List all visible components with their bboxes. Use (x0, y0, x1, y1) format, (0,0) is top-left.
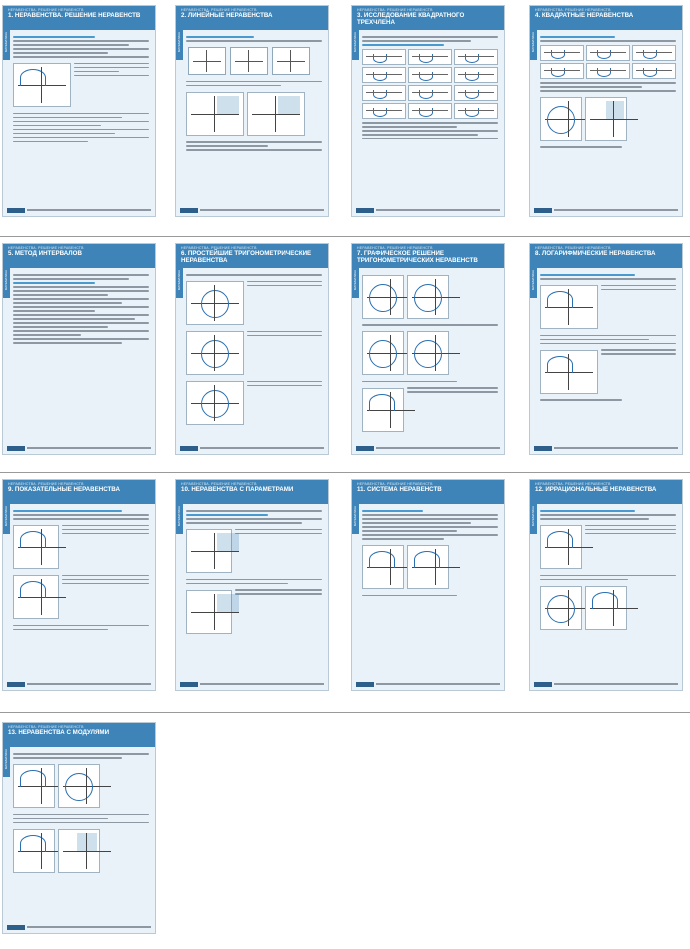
graph-illustration (230, 47, 268, 75)
graph-illustration (540, 97, 582, 141)
poster-4[interactable] (529, 5, 683, 217)
graph-illustration (13, 63, 71, 107)
poster-header (3, 480, 155, 504)
unit-circle (362, 275, 404, 319)
poster-10[interactable] (175, 479, 329, 691)
side-label: МАТЕМАТИКА (4, 506, 8, 527)
poster-header (530, 244, 682, 268)
poster-header (176, 244, 328, 268)
poster-title: 11. СИСТЕМА НЕРАВЕНСТВ (357, 486, 442, 493)
poster-footer (7, 681, 151, 687)
poster-7[interactable] (351, 243, 505, 455)
poster-content (362, 272, 498, 442)
poster-header (176, 6, 328, 30)
series-label: НЕРАВЕНСТВА. РЕШЕНИЕ НЕРАВЕНСТВ (357, 246, 433, 250)
poster-header (352, 244, 504, 268)
series-label: НЕРАВЕНСТВА. РЕШЕНИЕ НЕРАВЕНСТВ (357, 482, 433, 486)
poster-2[interactable] (175, 5, 329, 217)
poster-footer (180, 207, 324, 213)
poster-title: 2. ЛИНЕЙНЫЕ НЕРАВЕНСТВА (181, 12, 273, 19)
unit-circle (407, 275, 449, 319)
graph-illustration (272, 47, 310, 75)
poster-content (186, 272, 322, 442)
poster-title: 5. МЕТОД ИНТЕРВАЛОВ (8, 250, 82, 257)
graph-illustration (186, 92, 244, 136)
series-label: НЕРАВЕНСТВА. РЕШЕНИЕ НЕРАВЕНСТВ (8, 482, 84, 486)
side-label: МАТЕМАТИКА (531, 270, 535, 291)
poster-content (540, 272, 676, 442)
poster-title: 3. ИССЛЕДОВАНИЕ КВАДРАТНОГО ТРЕХЧЛЕНА (357, 12, 465, 26)
side-label: МАТЕМАТИКА (531, 32, 535, 53)
poster-3[interactable] (351, 5, 505, 217)
poster-title: 6. ПРОСТЕЙШИЕ ТРИГОНОМЕТРИЧЕСКИЕ НЕРАВЕНСТВА (181, 250, 312, 264)
poster-title: 4. КВАДРАТНЫЕ НЕРАВЕНСТВА (535, 12, 634, 19)
unit-circle (362, 331, 404, 375)
poster-12[interactable] (529, 479, 683, 691)
side-label: МАТЕМАТИКА (4, 32, 8, 53)
unit-circle (186, 381, 244, 425)
unit-circle (186, 281, 244, 325)
unit-circle (540, 586, 582, 630)
poster-header (3, 6, 155, 30)
poster-footer (534, 681, 678, 687)
row-divider-1 (0, 236, 690, 237)
poster-9[interactable] (2, 479, 156, 691)
poster-content (186, 34, 322, 204)
poster-content (540, 34, 676, 204)
poster-header (352, 480, 504, 504)
poster-title: 9. ПОКАЗАТЕЛЬНЫЕ НЕРАВЕНСТВА (8, 486, 120, 493)
poster-content (13, 272, 149, 442)
poster-content (362, 34, 498, 204)
poster-header (352, 6, 504, 30)
poster-header (176, 480, 328, 504)
series-label: НЕРАВЕНСТВА. РЕШЕНИЕ НЕРАВЕНСТВ (357, 8, 433, 12)
side-label: МАТЕМАТИКА (177, 270, 181, 291)
poster-8[interactable] (529, 243, 683, 455)
poster-title: 1. НЕРАВЕНСТВА. РЕШЕНИЕ НЕРАВЕНСТВ (8, 12, 141, 19)
series-label: НЕРАВЕНСТВА. РЕШЕНИЕ НЕРАВЕНСТВ (181, 8, 257, 12)
poster-header (530, 6, 682, 30)
side-label: МАТЕМАТИКА (353, 270, 357, 291)
graph-illustration (13, 764, 55, 808)
series-label: НЕРАВЕНСТВА. РЕШЕНИЕ НЕРАВЕНСТВ (181, 246, 257, 250)
poster-footer (7, 207, 151, 213)
poster-header (530, 480, 682, 504)
graph-illustration (13, 525, 59, 569)
poster-content (13, 508, 149, 678)
side-label: МАТЕМАТИКА (177, 32, 181, 53)
side-label: МАТЕМАТИКА (353, 506, 357, 527)
poster-1[interactable] (2, 5, 156, 217)
graph-illustration (407, 545, 449, 589)
poster-title: 13. НЕРАВЕНСТВА С МОДУЛЯМИ (8, 729, 110, 736)
poster-title: 8. ЛОГАРИФМИЧЕСКИЕ НЕРАВЕНСТВА (535, 250, 656, 257)
poster-title: 10. НЕРАВЕНСТВА С ПАРАМЕТРАМИ (181, 486, 294, 493)
unit-circle (58, 764, 100, 808)
graph-illustration (58, 829, 100, 873)
poster-5[interactable] (2, 243, 156, 455)
poster-title: 7. ГРАФИЧЕСКОЕ РЕШЕНИЕ ТРИГОНОМЕТРИЧЕСКИХ НЕРАВЕНСТВ (357, 250, 478, 264)
graph-illustration (247, 92, 305, 136)
poster-header (3, 244, 155, 268)
graph-illustration (540, 285, 598, 329)
poster-title: 12. ИРРАЦИОНАЛЬНЫЕ НЕРАВЕНСТВА (535, 486, 657, 493)
poster-footer (180, 681, 324, 687)
series-label: НЕРАВЕНСТВА. РЕШЕНИЕ НЕРАВЕНСТВ (535, 246, 611, 250)
poster-6[interactable] (175, 243, 329, 455)
side-label: МАТЕМАТИКА (4, 270, 8, 291)
poster-footer (7, 924, 151, 930)
poster-footer (356, 207, 500, 213)
unit-circle (186, 331, 244, 375)
poster-footer (534, 445, 678, 451)
poster-footer (356, 445, 500, 451)
side-label: МАТЕМАТИКА (177, 506, 181, 527)
graph-illustration (585, 586, 627, 630)
poster-11[interactable] (351, 479, 505, 691)
poster-header (3, 723, 155, 747)
graph-illustration (585, 97, 627, 141)
series-label: НЕРАВЕНСТВА. РЕШЕНИЕ НЕРАВЕНСТВ (535, 8, 611, 12)
poster-content (362, 508, 498, 678)
side-label: МАТЕМАТИКА (4, 749, 8, 770)
row-divider-3 (0, 712, 690, 713)
graph-illustration (362, 545, 404, 589)
poster-content (186, 508, 322, 678)
graph-illustration (362, 388, 404, 432)
series-label: НЕРАВЕНСТВА. РЕШЕНИЕ НЕРАВЕНСТВ (8, 246, 84, 250)
graph-illustration (13, 575, 59, 619)
series-label: НЕРАВЕНСТВА. РЕШЕНИЕ НЕРАВЕНСТВ (8, 725, 84, 729)
graph-illustration (540, 525, 582, 569)
graph-illustration (186, 590, 232, 634)
poster-content (540, 508, 676, 678)
series-label: НЕРАВЕНСТВА. РЕШЕНИЕ НЕРАВЕНСТВ (181, 482, 257, 486)
graph-table (540, 45, 676, 79)
series-label: НЕРАВЕНСТВА. РЕШЕНИЕ НЕРАВЕНСТВ (8, 8, 84, 12)
graph-illustration (540, 350, 598, 394)
side-label: МАТЕМАТИКА (353, 32, 357, 53)
poster-13[interactable] (2, 722, 156, 934)
poster-footer (356, 681, 500, 687)
graph-illustration (186, 529, 232, 573)
row-divider-2 (0, 472, 690, 473)
side-label: МАТЕМАТИКА (531, 506, 535, 527)
poster-footer (534, 207, 678, 213)
poster-footer (7, 445, 151, 451)
graph-illustration (13, 829, 55, 873)
series-label: НЕРАВЕНСТВА. РЕШЕНИЕ НЕРАВЕНСТВ (535, 482, 611, 486)
poster-content (13, 34, 149, 204)
unit-circle (407, 331, 449, 375)
poster-footer (180, 445, 324, 451)
graph-illustration (188, 47, 226, 75)
poster-content (13, 751, 149, 921)
graph-table (362, 49, 498, 119)
